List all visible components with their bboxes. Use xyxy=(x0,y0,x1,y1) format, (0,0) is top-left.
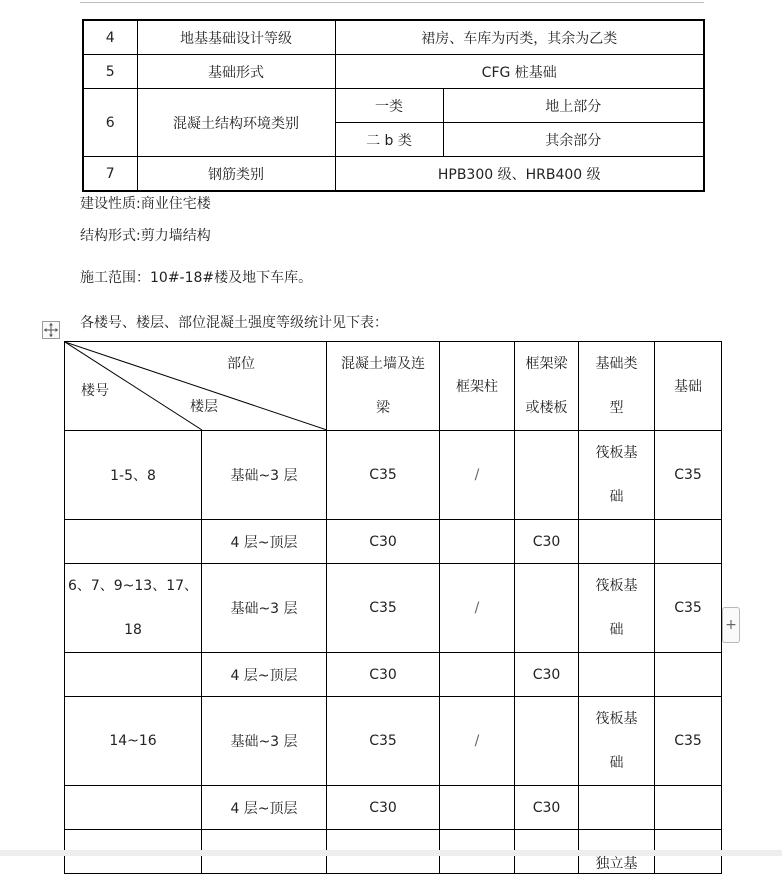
header-foundation-type: 基础类 型 xyxy=(579,342,655,431)
beam-cell: C30 xyxy=(515,653,579,697)
wall-cell: C35 xyxy=(327,564,440,653)
floor-cell: 4 层~顶层 xyxy=(202,520,327,564)
item-label: 钢筋类别 xyxy=(137,157,335,192)
table-row xyxy=(65,786,722,830)
project-info-table xyxy=(82,19,705,192)
row-number: 7 xyxy=(83,157,137,192)
plus-icon[interactable]: + xyxy=(722,607,740,643)
row-number: 6 xyxy=(83,89,137,157)
header-column: 框架柱 xyxy=(440,342,515,431)
column-cell xyxy=(440,653,515,697)
foundation-cell xyxy=(655,653,722,697)
table-row xyxy=(65,653,722,697)
page-top-rule xyxy=(80,2,704,3)
foundation-cell: C35 xyxy=(655,431,722,520)
row-number: 4 xyxy=(83,20,137,55)
header-building-label: 楼号 xyxy=(81,383,109,399)
building-cell xyxy=(65,786,202,830)
row-number: 5 xyxy=(83,55,137,89)
foundation-type-cell xyxy=(579,653,655,697)
column-cell xyxy=(440,786,515,830)
header-beam: 框架梁 或楼板 xyxy=(515,342,579,431)
table-intro-text: 各楼号、楼层、部位混凝土强度等级统计见下表： xyxy=(80,315,388,331)
move-arrows-icon[interactable] xyxy=(42,321,60,339)
env-scope: 地上部分 xyxy=(443,89,704,123)
wall-cell: C35 xyxy=(327,697,440,786)
item-value: HPB300 级、HRB400 级 xyxy=(335,157,704,192)
construction-nature-text: 建设性质:商业住宅楼 xyxy=(80,196,211,212)
header-foundation: 基础 xyxy=(655,342,722,431)
header-floor-label: 楼层 xyxy=(190,399,218,415)
table-row xyxy=(83,89,704,123)
construction-scope-text: 施工范围：10#-18#楼及地下车库。 xyxy=(80,270,313,286)
header-row xyxy=(65,342,722,431)
beam-cell: C30 xyxy=(515,520,579,564)
floor-cell: 4 层~顶层 xyxy=(202,653,327,697)
beam-cell: C30 xyxy=(515,786,579,830)
floor-cell: 基础~3 层 xyxy=(202,431,327,520)
floor-cell: 基础~3 层 xyxy=(202,564,327,653)
beam-cell xyxy=(515,431,579,520)
item-value: 裙房、车库为丙类，其余为乙类 xyxy=(335,20,704,55)
table-row xyxy=(65,520,722,564)
header-part-label: 部位 xyxy=(227,356,255,372)
foundation-cell: C35 xyxy=(655,564,722,653)
foundation-type-cell: 筏板基 础 xyxy=(579,431,655,520)
column-cell: / xyxy=(440,431,515,520)
foundation-type-cell xyxy=(579,786,655,830)
floor-cell: 4 层~顶层 xyxy=(202,786,327,830)
table-row xyxy=(65,697,722,786)
concrete-strength-table xyxy=(64,341,722,874)
column-cell xyxy=(440,520,515,564)
wall-cell: C30 xyxy=(327,653,440,697)
foundation-cell xyxy=(655,786,722,830)
diagonal-header-cell xyxy=(65,342,327,431)
table-row xyxy=(65,431,722,520)
table-row xyxy=(83,20,704,55)
floor-cell: 基础~3 层 xyxy=(202,697,327,786)
item-label: 混凝土结构环境类别 xyxy=(137,89,335,157)
env-class: 二 b 类 xyxy=(335,123,443,157)
wall-cell: C30 xyxy=(327,520,440,564)
building-cell xyxy=(65,520,202,564)
header-wall: 混凝土墙及连 梁 xyxy=(327,342,440,431)
foundation-type-cell xyxy=(579,520,655,564)
foundation-type-cell: 独立基 xyxy=(579,830,655,874)
wall-cell: C30 xyxy=(327,786,440,830)
item-label: 地基基础设计等级 xyxy=(137,20,335,55)
building-cell: 1-5、8 xyxy=(65,431,202,520)
item-value: CFG 桩基础 xyxy=(335,55,704,89)
item-label: 基础形式 xyxy=(137,55,335,89)
building-cell: 6、7、9~13、17、 18 xyxy=(65,564,202,653)
env-scope: 其余部分 xyxy=(443,123,704,157)
foundation-cell xyxy=(655,520,722,564)
table-row xyxy=(65,564,722,653)
table-row xyxy=(83,157,704,192)
structure-form-text: 结构形式:剪力墙结构 xyxy=(80,228,211,244)
env-class: 一类 xyxy=(335,89,443,123)
foundation-type-cell: 筏板基 础 xyxy=(579,564,655,653)
column-cell: / xyxy=(440,564,515,653)
column-cell: / xyxy=(440,697,515,786)
building-cell xyxy=(65,653,202,697)
page-bottom-edge xyxy=(0,850,782,856)
beam-cell xyxy=(515,564,579,653)
building-cell: 14~16 xyxy=(65,697,202,786)
foundation-cell: C35 xyxy=(655,697,722,786)
foundation-type-cell: 筏板基 础 xyxy=(579,697,655,786)
table-row xyxy=(83,55,704,89)
wall-cell: C35 xyxy=(327,431,440,520)
beam-cell xyxy=(515,697,579,786)
